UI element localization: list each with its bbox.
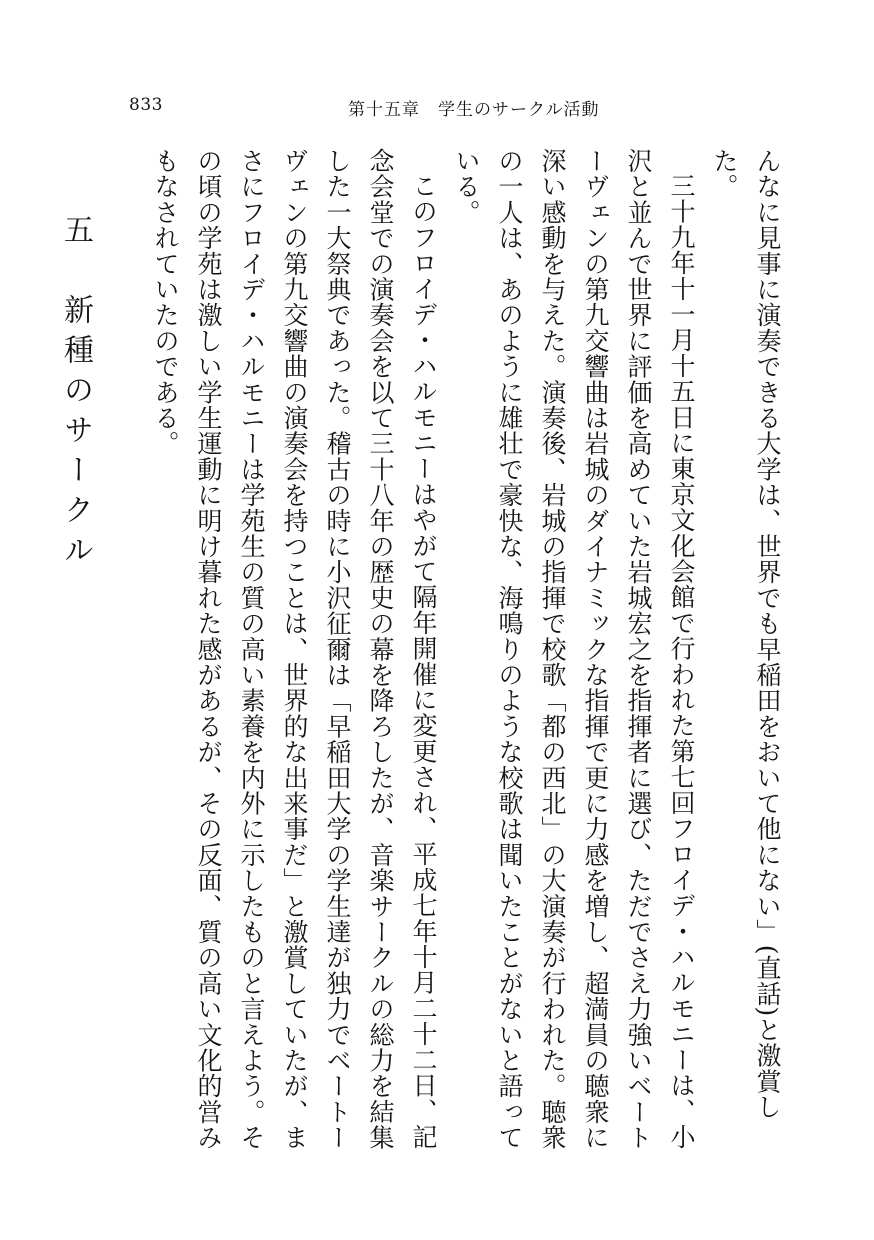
paragraph-new-circles [0,148,6,1158]
body-text [58,148,789,1158]
paragraph-continuation: んなに見事に演奏できる大学は、世界でも早稲田をおいて他にない」(直話)と激賞した。 [710,148,782,1120]
page-number: 833 [129,95,163,115]
running-title: 第十五章 学生のサークル活動 [348,100,600,120]
paragraph-concert-1964: 三十九年十一月十五日に東京文化会館で行われた第七回フロイデ・ハルモニーは、小沢と並んで世界に評価を高めていた岩城宏之を指揮者に選び、ただでさえ力強いベートーヴェンの第九交響曲は岩城のダイナミックな指揮で更に力感を増し、超満員の聴衆に深い感動を与えた。演奏後、岩城の指揮で校歌「都の西北」の大演奏が行われた。聴衆の一人は、あのように雄壮で豪快な、海鳴りのような校歌は聞いたことがないと語っている。 [452,148,696,1151]
paragraph-freude-harmonie: このフロイデ・ハルモニーはやがて隔年開催に変更され、平成七年十月二十二日、記念会堂での演奏会を以て三十八年の歴史の幕を降ろしたが、音楽サークルの総力を結集した一大祭典であった。稽古の時に小沢征爾は「早稲田大学の学生達が独力でベートーヴェンの第九交響曲の演奏会を持つことは、世界的な出来事だ」と激賞していたが、まさにフロイデ・ハルモニーは学苑生の質の高い素養を内外に示したものと言えよう。その頃の学苑は激しい学生運動に明け暮れた感があるが、その反面、質の高い文化的営みもなされていたのである。 [151,148,438,1151]
section-heading: 五 新種のサークル [58,214,93,574]
